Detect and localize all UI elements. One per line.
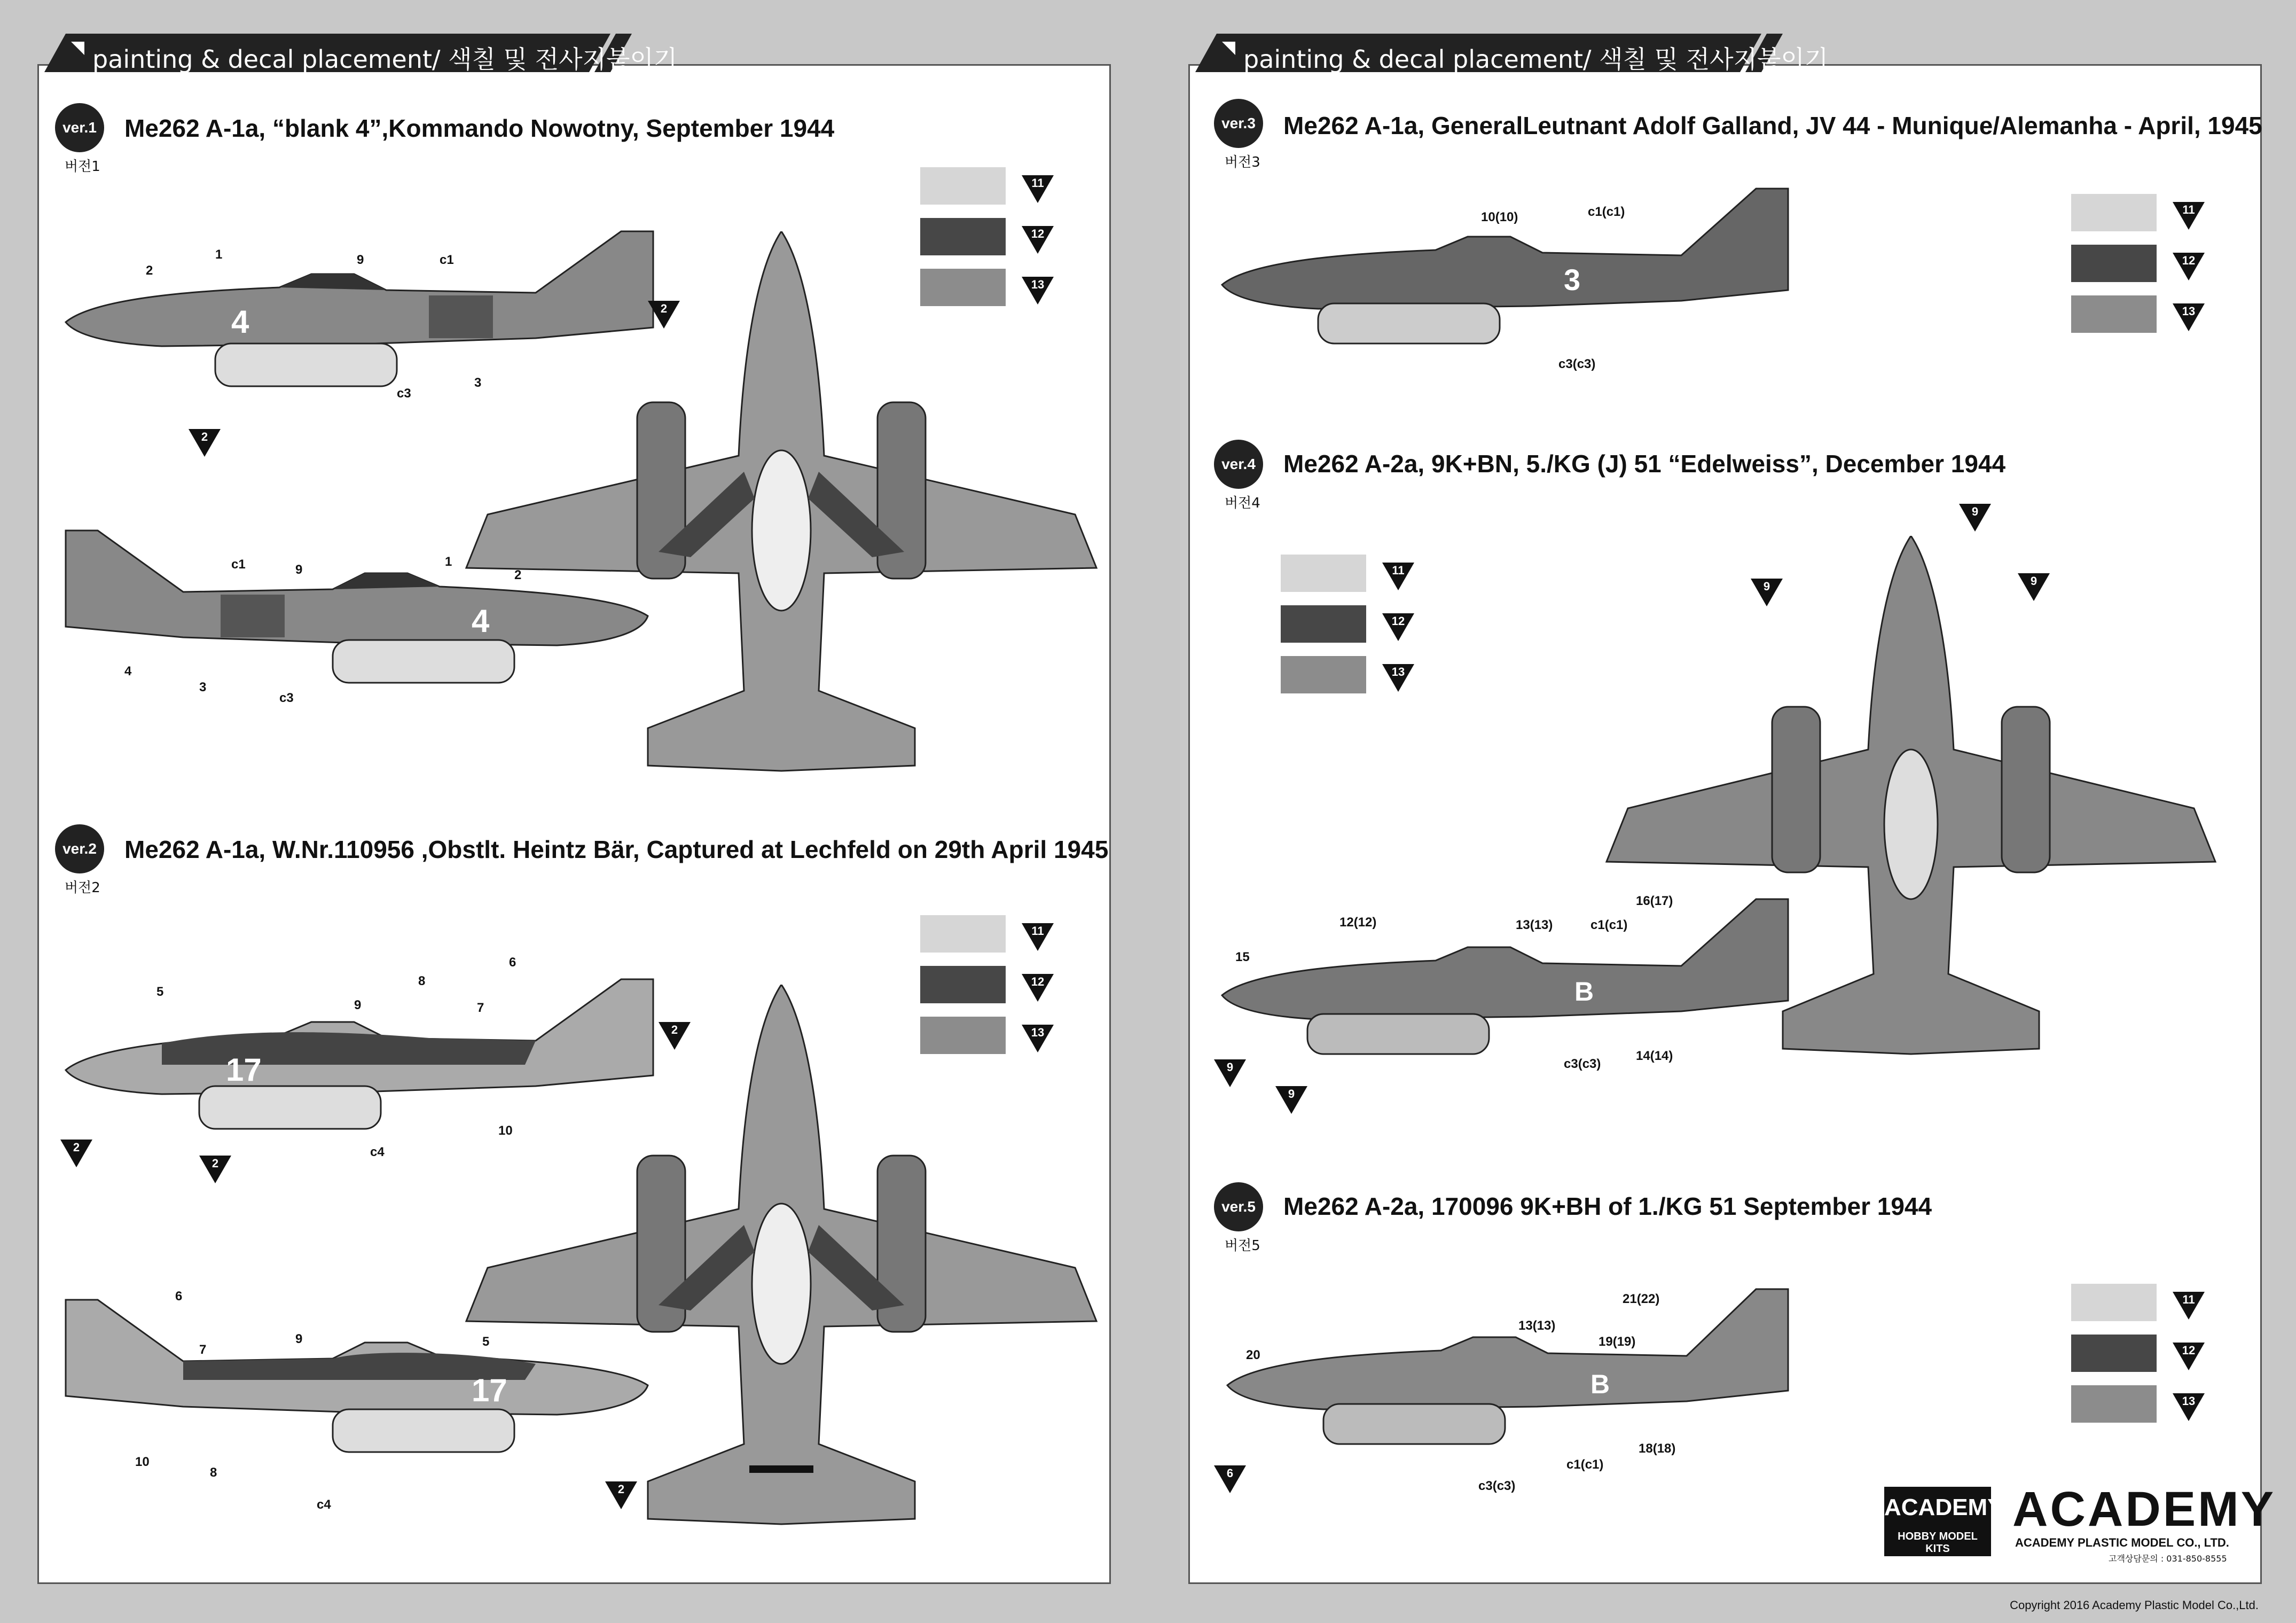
- callout: 8: [210, 1465, 217, 1480]
- version-badge-5: ver.5: [1214, 1182, 1263, 1231]
- right-instruction-page: [1188, 45, 2276, 1584]
- callout: 18(18): [1639, 1441, 1676, 1456]
- paint-code-marker: 9: [2018, 573, 2050, 601]
- version-title-3: Me262 A-1a, GeneralLeutnant Adolf Galland, JV 44 - Munique/Alemanha - April, 1945: [1283, 112, 2262, 139]
- svg-text:17: 17: [472, 1372, 507, 1408]
- copyright-notice: Copyright 2016 Academy Plastic Model Co.,Ltd.: [2010, 1598, 2259, 1612]
- paint-code-marker: 12: [1022, 226, 1054, 254]
- callout: 12(12): [1339, 915, 1377, 930]
- callout: c4: [317, 1497, 331, 1512]
- callout: c1(c1): [1588, 205, 1625, 219]
- paint-code-marker: 2: [659, 1022, 691, 1050]
- swatch-light: [1281, 555, 1366, 592]
- aircraft-side-view-ver2-right: [55, 1289, 659, 1471]
- paint-code-marker: 11: [2173, 202, 2205, 230]
- callout: 1: [445, 555, 452, 569]
- callout: 5: [156, 985, 164, 999]
- paint-code-marker: 6: [1214, 1465, 1246, 1493]
- academy-box-logo: ACADEMY HOBBY MODEL KITS: [1884, 1487, 1991, 1556]
- paint-code-marker: 2: [189, 429, 221, 457]
- callout: c4: [370, 1145, 385, 1159]
- version-title-4: Me262 A-2a, 9K+BN, 5./KG (J) 51 “Edelweiss”, December 1944: [1283, 450, 2006, 478]
- svg-text:17: 17: [226, 1052, 262, 1088]
- svg-text:B: B: [1574, 977, 1594, 1006]
- callout: 8: [418, 974, 426, 988]
- callout: 1: [215, 247, 223, 262]
- svg-text:3: 3: [1564, 263, 1581, 296]
- paint-code-marker: 2: [605, 1481, 637, 1509]
- callout: 9: [295, 1332, 303, 1346]
- callout: 16(17): [1636, 894, 1673, 908]
- left-header-bar: [34, 34, 678, 74]
- callout: 10(10): [1481, 210, 1518, 224]
- version-sub-1: 버전1: [65, 159, 100, 175]
- version-title-2: Me262 A-1a, W.Nr.110956 ,Obstlt. Heintz Bär, Captured at Lechfeld on 29th April 1945: [124, 836, 1109, 863]
- version-sub-2: 버전2: [65, 880, 100, 896]
- svg-text:4: 4: [472, 603, 490, 639]
- callout: 19(19): [1598, 1335, 1636, 1349]
- header-title: painting & decal placement/ 색칠 및 전사지붙이기: [92, 45, 678, 74]
- contact-line: 고객상담문의 : 031-850-8555: [2109, 1554, 2227, 1564]
- academy-wordmark: ACADEMY: [2012, 1482, 2276, 1536]
- version-sub-5: 버전5: [1225, 1238, 1260, 1254]
- callout: 7: [199, 1343, 207, 1357]
- version-badge-2: ver.2: [55, 824, 104, 873]
- callout: 2: [514, 568, 522, 582]
- version-badge-1: ver.1: [55, 103, 104, 152]
- callout: 9: [354, 998, 362, 1012]
- callout: 7: [477, 1001, 484, 1015]
- paint-code-marker: 11: [1022, 175, 1054, 203]
- paint-code-marker: 11: [1022, 923, 1054, 951]
- swatch-light: [2071, 194, 2157, 231]
- callout: c3(c3): [1558, 357, 1596, 371]
- paint-code-marker: 13: [2173, 303, 2205, 331]
- callout: c1(c1): [1566, 1457, 1604, 1472]
- swatch-dark: [2071, 245, 2157, 282]
- paint-code-marker: 13: [1022, 277, 1054, 305]
- callout: 10: [135, 1455, 150, 1469]
- callout: 14(14): [1636, 1049, 1673, 1063]
- paint-code-marker: 11: [2173, 1292, 2205, 1320]
- swatch-mid: [2071, 295, 2157, 333]
- paint-code-marker: 13: [1022, 1025, 1054, 1052]
- header-title: painting & decal placement/ 색칠 및 전사지붙이기: [1243, 45, 1829, 74]
- callout: 5: [482, 1335, 490, 1349]
- paint-code-marker: 11: [1382, 563, 1414, 590]
- paint-code-marker: 9: [1275, 1086, 1307, 1114]
- swatch-dark: [2071, 1335, 2157, 1372]
- callout: c3: [397, 386, 411, 401]
- aircraft-side-view-ver5: [1217, 1278, 1799, 1455]
- callout: 2: [146, 263, 153, 278]
- version-sub-4: 버전4: [1225, 495, 1260, 511]
- paint-code-marker: 9: [1751, 579, 1783, 606]
- svg-text:B: B: [1590, 1369, 1610, 1399]
- callout: c1: [440, 253, 454, 267]
- paint-code-marker: 12: [1022, 974, 1054, 1002]
- callout: c3: [279, 691, 294, 705]
- swatch-dark: [1281, 605, 1366, 643]
- swatch-mid: [1281, 656, 1366, 693]
- callout: 6: [509, 955, 516, 970]
- callout: 13(13): [1516, 918, 1553, 932]
- callout: 20: [1246, 1348, 1260, 1362]
- callout: c3(c3): [1564, 1057, 1601, 1071]
- paint-code-marker: 2: [199, 1156, 231, 1183]
- aircraft-side-view-ver4: [1211, 888, 1799, 1070]
- paint-code-marker: 2: [648, 301, 680, 329]
- callout: 10: [498, 1123, 513, 1138]
- callout: 3: [474, 376, 482, 390]
- callout: c3(c3): [1478, 1479, 1516, 1493]
- callout: c1: [231, 557, 246, 572]
- callout: 9: [357, 253, 364, 267]
- callout: 21(22): [1623, 1292, 1660, 1306]
- paint-code-marker: 2: [60, 1140, 92, 1167]
- version-badge-4: ver.4: [1214, 440, 1263, 489]
- paint-code-marker: 13: [2173, 1393, 2205, 1421]
- aircraft-top-view-ver2: [434, 985, 1129, 1578]
- paint-code-marker: 13: [1382, 664, 1414, 692]
- right-header-bar: [1185, 34, 1829, 74]
- paint-code-marker: 9: [1214, 1059, 1246, 1087]
- callout: 6: [175, 1289, 183, 1304]
- callout: 15: [1235, 950, 1250, 964]
- swatch-light: [920, 915, 1006, 953]
- version-badge-3: ver.3: [1214, 99, 1263, 148]
- callout: 4: [124, 664, 132, 678]
- swatch-light: [2071, 1284, 2157, 1321]
- paint-code-marker: 12: [1382, 613, 1414, 641]
- aircraft-side-view-ver3: [1211, 178, 1799, 370]
- paint-code-marker: 9: [1959, 504, 1991, 532]
- aircraft-side-view-ver1-right: [55, 520, 659, 701]
- version-title-1: Me262 A-1a, “blank 4”,Kommando Nowotny, September 1944: [124, 114, 835, 142]
- callout: 3: [199, 680, 207, 695]
- svg-text:4: 4: [231, 304, 249, 340]
- paint-code-marker: 12: [2173, 253, 2205, 280]
- company-name: ACADEMY PLASTIC MODEL CO., LTD.: [2015, 1536, 2229, 1549]
- paint-code-marker: 12: [2173, 1343, 2205, 1370]
- swatch-light: [920, 167, 1006, 205]
- callout: c1(c1): [1590, 918, 1628, 932]
- callout: 9: [295, 563, 303, 577]
- swatch-mid: [2071, 1385, 2157, 1423]
- left-instruction-page: [37, 45, 1111, 1584]
- callout: 13(13): [1518, 1318, 1556, 1333]
- version-title-5: Me262 A-2a, 170096 9K+BH of 1./KG 51 September 1944: [1283, 1192, 1932, 1220]
- version-sub-3: 버전3: [1225, 154, 1260, 170]
